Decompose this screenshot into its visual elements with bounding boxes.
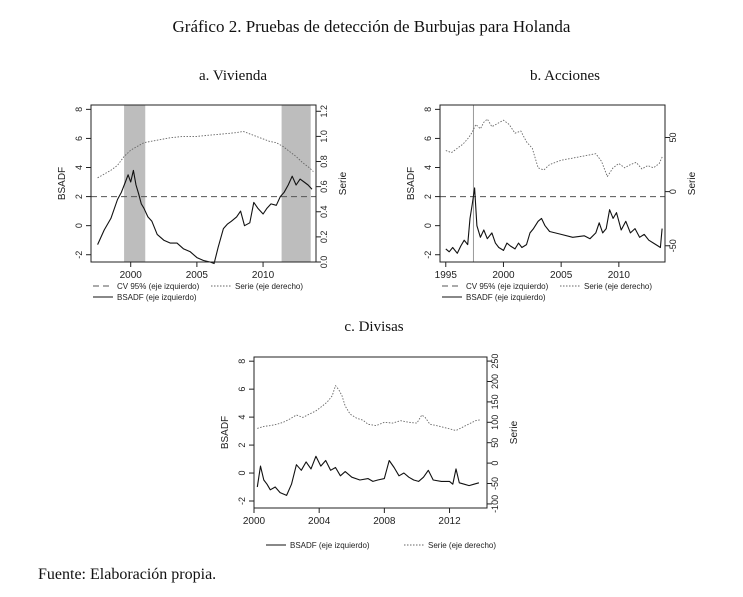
y2-tick-label: 1.0 <box>319 130 329 143</box>
x-tick-label: 2000 <box>119 270 142 281</box>
y-tick-label: -2 <box>237 497 247 506</box>
x-tick-label: 2010 <box>607 270 630 281</box>
y2-tick-label: 0.2 <box>319 230 329 244</box>
x-tick-label: 2012 <box>438 516 461 527</box>
y-axis-label: BSADF <box>57 166 68 201</box>
y2-tick-label: 200 <box>490 373 500 390</box>
y-tick-label: 4 <box>423 165 433 171</box>
y2-tick-label: -50 <box>490 477 500 491</box>
x-tick-label: 2008 <box>373 516 396 527</box>
y2-tick-label: 0 <box>490 460 500 466</box>
x-tick-label: 2005 <box>185 270 209 281</box>
legend-label: Serie (eje derecho) <box>428 541 497 550</box>
y-tick-label: 8 <box>423 106 433 112</box>
x-tick-label: 2000 <box>492 270 515 281</box>
y2-tick-label: 0.4 <box>319 205 329 219</box>
series-line-bsadf <box>257 456 479 495</box>
legend-label: BSADF (eje izquierdo) <box>466 293 546 302</box>
legend-label: CV 95% (eje izquierdo) <box>466 282 549 291</box>
x-tick-label: 2000 <box>242 516 266 527</box>
y-axis-label: BSADF <box>406 166 417 201</box>
y-tick-label: 0 <box>74 223 84 229</box>
legend-label: Serie (eje derecho) <box>584 282 653 291</box>
y2-tick-label: 0.8 <box>319 155 329 168</box>
y2-tick-label: 0 <box>668 189 678 195</box>
y2-axis-label: Serie <box>687 171 698 196</box>
y-tick-label: 6 <box>237 386 247 392</box>
y2-tick-label: 150 <box>490 394 500 410</box>
y2-tick-label: 50 <box>490 437 500 448</box>
y-tick-label: 8 <box>74 106 84 112</box>
panel-title: b. Acciones <box>530 68 600 84</box>
x-tick-label: 2004 <box>308 516 331 527</box>
legend-label: BSADF (eje izquierdo) <box>290 541 370 550</box>
y-tick-label: 6 <box>423 135 433 141</box>
x-tick-label: 2010 <box>251 270 275 281</box>
y2-axis-label: Serie <box>509 420 520 445</box>
figure-title: Gráfico 2. Pruebas de detección de Burbujas para Holanda <box>172 17 571 36</box>
y-tick-label: 6 <box>74 135 84 141</box>
legend-label: BSADF (eje izquierdo) <box>117 293 197 302</box>
plot-frame <box>254 357 487 508</box>
legend-label: Serie (eje derecho) <box>235 282 304 291</box>
panel-title: a. Vivienda <box>199 68 267 84</box>
legend-label: CV 95% (eje izquierdo) <box>117 282 200 291</box>
y-tick-label: 2 <box>423 194 433 200</box>
y2-tick-label: 100 <box>490 414 500 430</box>
y2-tick-label: -100 <box>490 494 500 513</box>
y-tick-label: 0 <box>237 470 247 476</box>
y-tick-label: 2 <box>237 442 247 448</box>
y-tick-label: 0 <box>423 223 433 229</box>
y2-tick-label: 0.0 <box>319 255 329 269</box>
y-axis-label: BSADF <box>220 415 231 450</box>
y-tick-label: 4 <box>74 165 84 171</box>
y-tick-label: 8 <box>237 358 247 364</box>
y-tick-label: -2 <box>74 250 84 259</box>
y-tick-label: 2 <box>74 194 84 200</box>
y2-tick-label: -50 <box>668 239 678 253</box>
y2-axis-label: Serie <box>338 171 349 196</box>
y2-tick-label: 250 <box>490 353 500 369</box>
y2-tick-label: 50 <box>668 132 678 143</box>
y-tick-label: 4 <box>237 414 247 420</box>
panel-title: c. Divisas <box>344 319 404 335</box>
y2-tick-label: 1.2 <box>319 105 329 118</box>
y2-tick-label: 0.6 <box>319 180 329 193</box>
series-line-serie <box>257 386 480 431</box>
x-tick-label: 2005 <box>550 270 573 281</box>
source-note: Fuente: Elaboración propia. <box>38 566 217 583</box>
x-tick-label: 1995 <box>434 270 457 281</box>
y-tick-label: -2 <box>423 250 433 259</box>
